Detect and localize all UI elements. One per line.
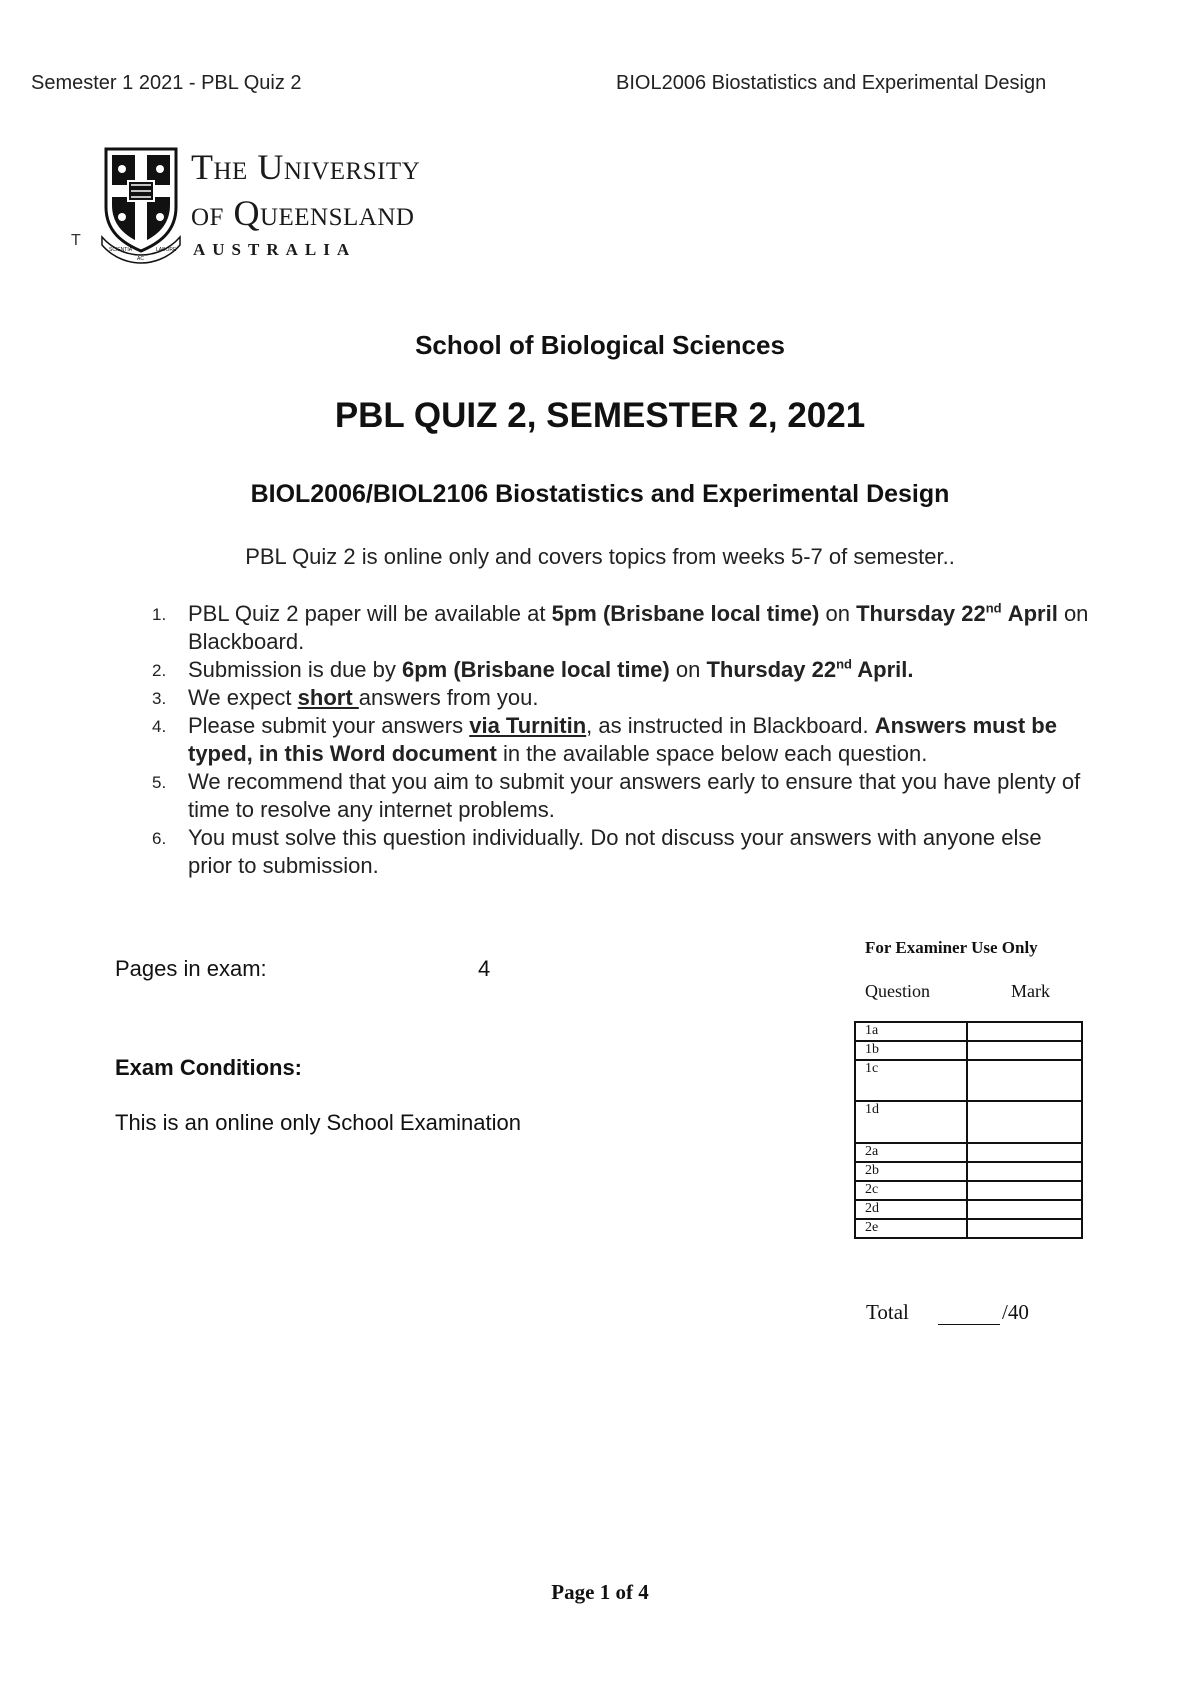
instruction-item: 6. You must solve this question individually. Do not discuss your answers with anyone else prior to submission.	[152, 825, 1042, 878]
university-name-line2: of Queensland	[191, 193, 415, 233]
instruction-item: 4. Please submit your answers via Turnitin, as instructed in Blackboard. Answers must be typed, in this Word document in the available space below each question.	[152, 713, 1057, 766]
school-name: School of Biological Sciences	[415, 330, 785, 360]
instruction-item: 3. We expect short answers from you.	[152, 685, 539, 710]
mark-cell	[967, 1200, 1082, 1219]
mark-cell	[967, 1101, 1082, 1143]
mark-cell	[967, 1060, 1082, 1101]
mark-cell	[967, 1162, 1082, 1181]
examiner-col-mark: Mark	[1011, 981, 1050, 1001]
header-right: BIOL2006 Biostatistics and Experimental Design	[616, 72, 1047, 94]
examiner-col-question: Question	[865, 981, 930, 1001]
conditions-heading: Exam Conditions:	[115, 1055, 303, 1080]
table-row: 2a	[855, 1143, 1082, 1162]
conditions-text: This is an online only School Examination	[115, 1110, 522, 1135]
header-left: Semester 1 2021 - PBL Quiz 2	[31, 72, 302, 94]
instruction-item: 1. PBL Quiz 2 paper will be available at 5pm (Brisbane local time) on Thursday 22nd April on Blackboard.	[152, 600, 1089, 654]
table-row: 2e	[855, 1219, 1082, 1238]
mark-cell	[967, 1181, 1082, 1200]
examiner-title: For Examiner Use Only	[865, 938, 1038, 957]
page-number: Page 1 of 4	[551, 1580, 649, 1604]
instruction-item: 2. Submission is due by 6pm (Brisbane local time) on Thursday 22nd April.	[152, 656, 914, 682]
table-row: 2c	[855, 1181, 1082, 1200]
total-label: Total	[866, 1300, 909, 1324]
table-row: 2b	[855, 1162, 1082, 1181]
instruction-item: 5. We recommend that you aim to submit your answers early to ensure that you have plenty of time to resolve any internet problems.	[152, 769, 1081, 822]
crest-motto-right: LABORE	[156, 247, 177, 253]
table-row: 1a	[855, 1022, 1082, 1041]
mark-cell	[967, 1022, 1082, 1041]
table-row: 1c	[855, 1060, 1082, 1101]
crest-motto-left: SCIENTIA	[109, 247, 133, 253]
table-row: 2d	[855, 1200, 1082, 1219]
university-crest-icon	[100, 145, 182, 265]
mark-cell	[967, 1041, 1082, 1060]
university-country: AUSTRALIA	[193, 240, 357, 259]
quiz-title: PBL QUIZ 2, SEMESTER 2, 2021	[334, 396, 866, 435]
pages-label: Pages in exam:	[115, 956, 267, 981]
university-name-line1: The University	[191, 147, 421, 187]
table-row: 1b	[855, 1041, 1082, 1060]
marks-table	[854, 1021, 1083, 1239]
intro-text: PBL Quiz 2 is online only and covers topics from weeks 5-7 of semester..	[245, 544, 955, 569]
total-blank-line	[938, 1324, 1000, 1325]
crest-motto-mid: AC	[137, 256, 144, 262]
course-title: BIOL2006/BIOL2106 Biostatistics and Experimental Design	[250, 480, 950, 508]
pages-value: 4	[478, 956, 491, 981]
mark-cell	[967, 1219, 1082, 1238]
stray-character: T	[71, 232, 81, 249]
instructions-list	[130, 600, 1090, 880]
table-row: 1d	[855, 1101, 1082, 1143]
mark-cell	[967, 1143, 1082, 1162]
total-value: /40	[1002, 1300, 1029, 1324]
